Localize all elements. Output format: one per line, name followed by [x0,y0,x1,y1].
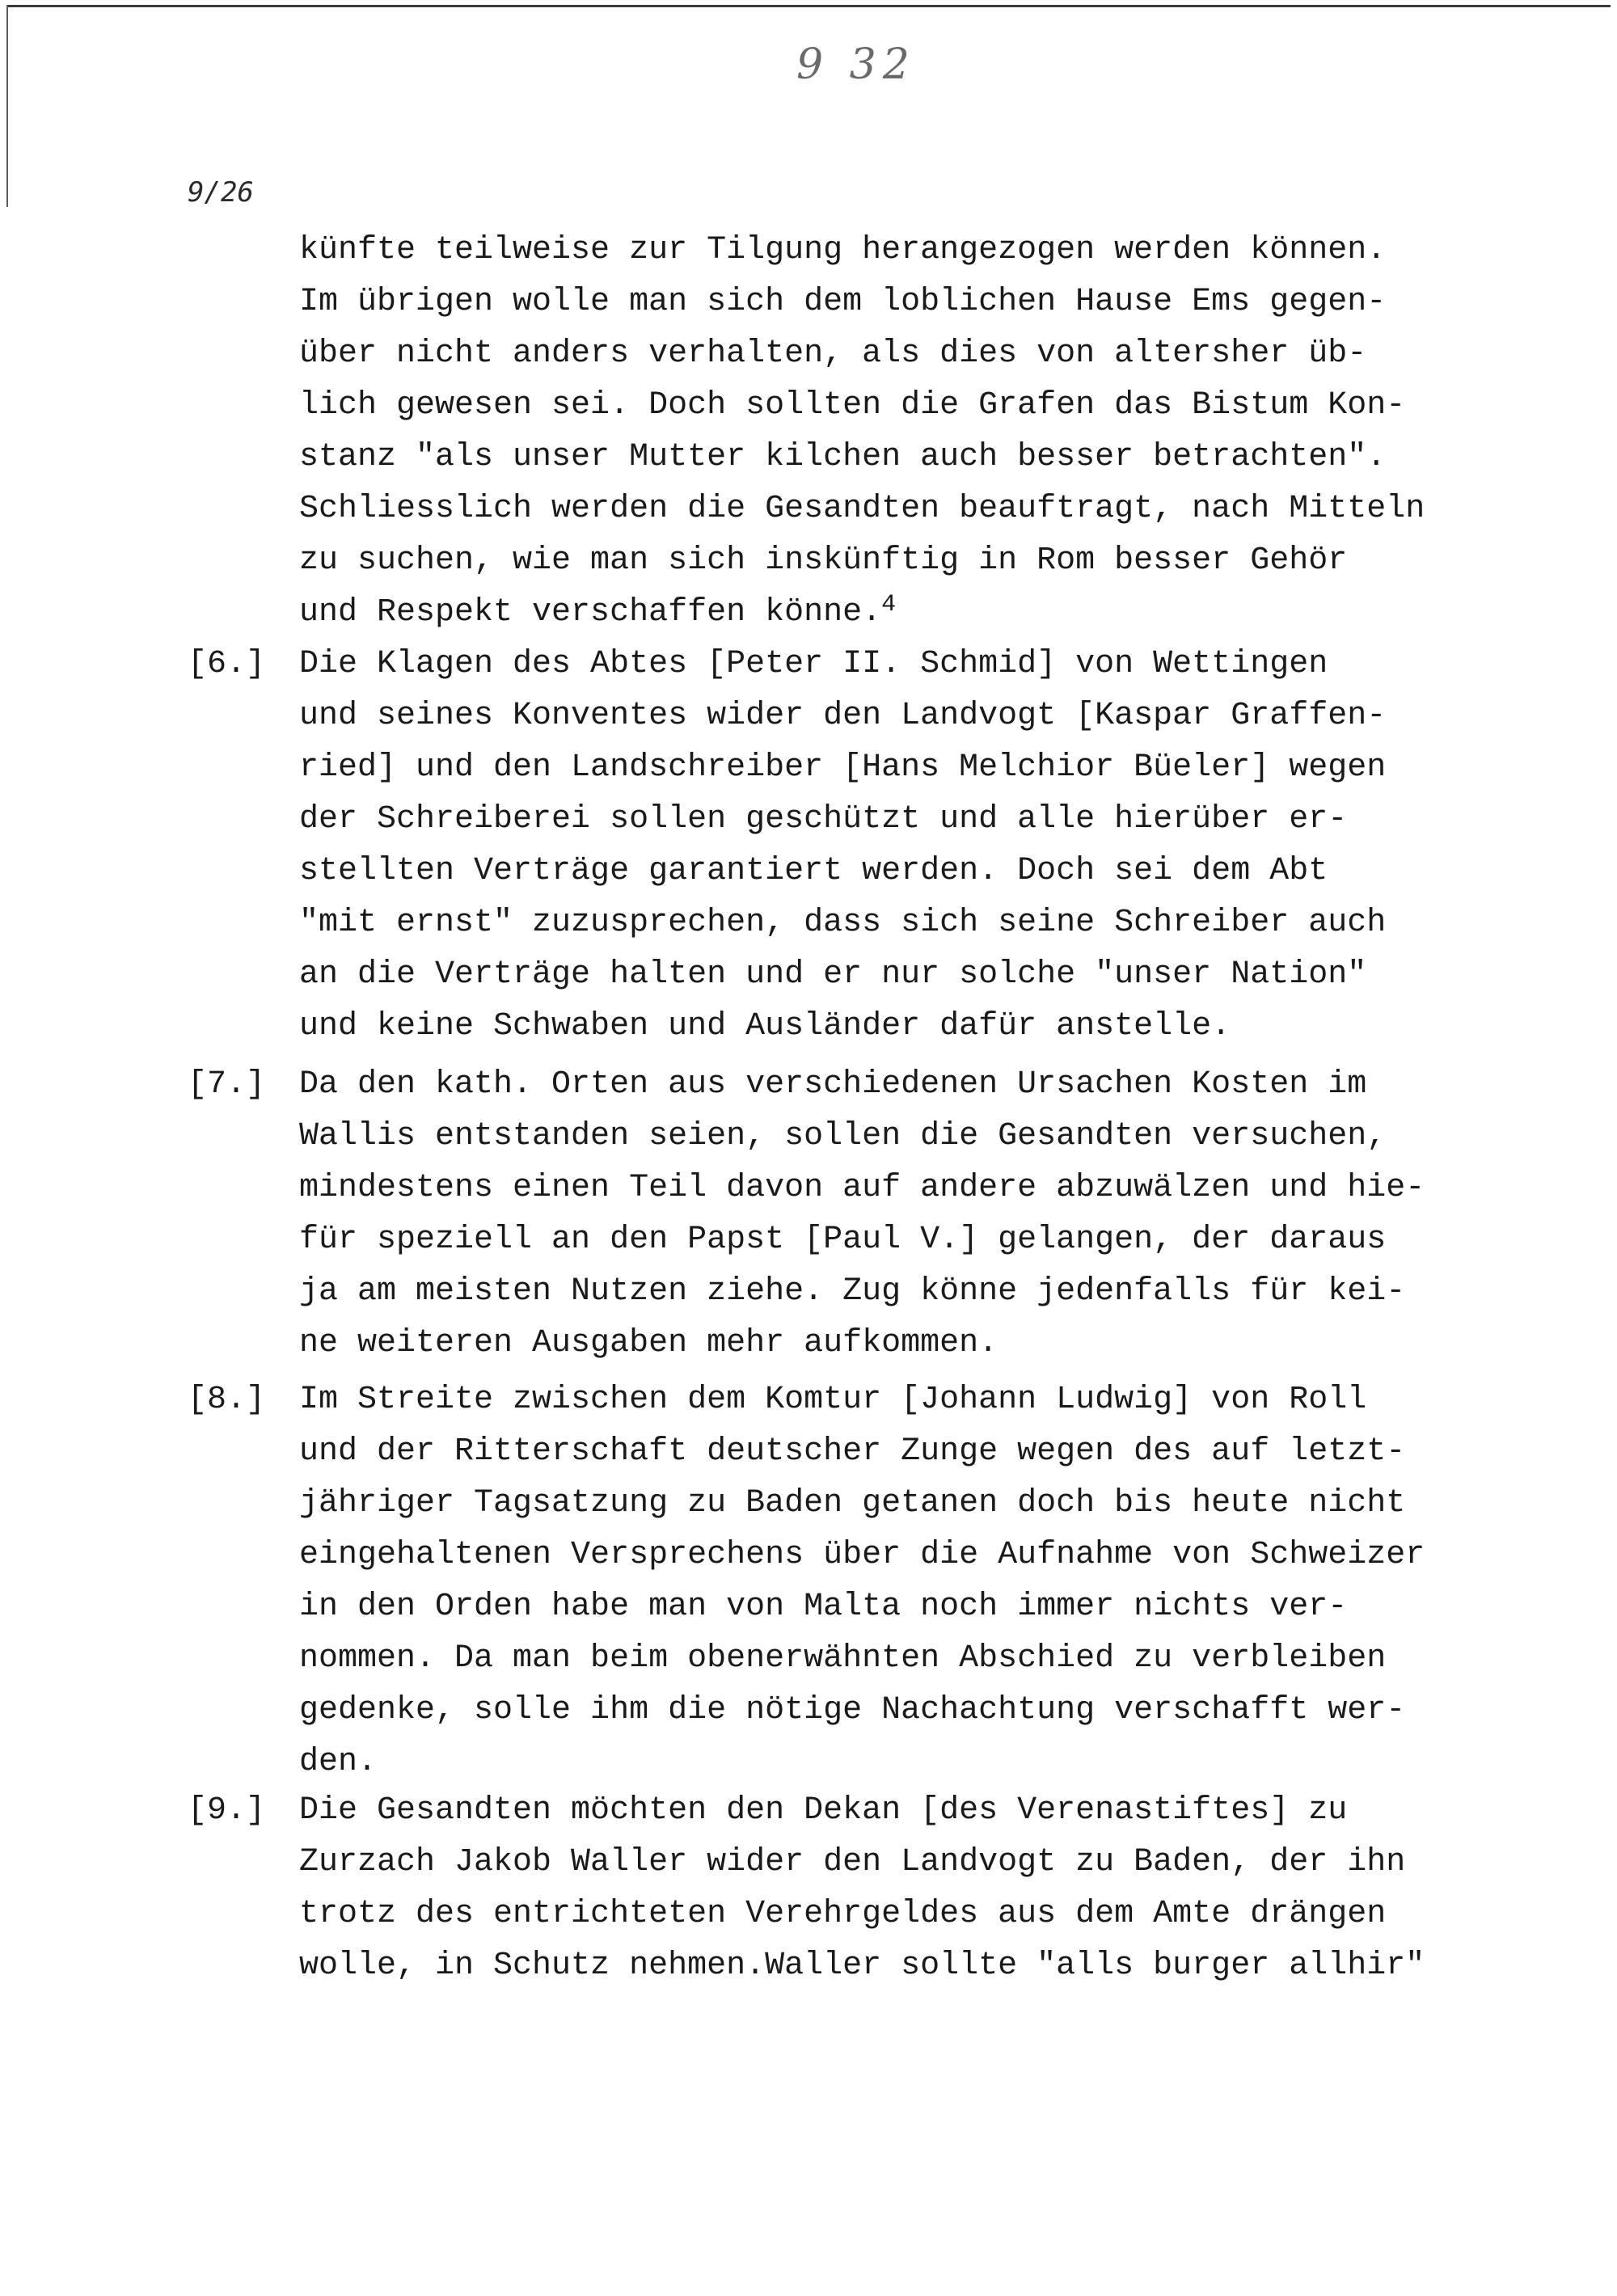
text-line: jähriger Tagsatzung zu Baden getanen doch bis heute nicht [299,1485,1406,1522]
text-line: Da den kath. Orten aus verschiedenen Ursachen Kosten im [299,1066,1367,1103]
paragraph-label: [7.] [188,1066,266,1103]
text-line: gedenke, solle ihm die nötige Nachachtung verschafft wer- [299,1692,1406,1728]
text-line: stellten Verträge garantiert werden. Doch sei dem Abt [299,853,1328,889]
text-line: ried] und den Landschreiber [Hans Melchior Büeler] wegen [299,749,1387,786]
text-line: ne weiteren Ausgaben mehr aufkommen. [299,1325,998,1361]
text-line: Wallis entstanden seien, sollen die Gesandten versuchen, [299,1118,1387,1154]
text-line: an die Verträge halten und er nur solche "unser Nation" [299,956,1367,993]
paragraph-label: [8.] [188,1382,266,1418]
text-line: und seines Konventes wider den Landvogt [Kaspar Graffen- [299,698,1387,734]
text-line: zu suchen, wie man sich inskünftig in Rom besser Gehör [299,542,1348,579]
page-reference: 9/26 [188,176,254,209]
text-line: künfte teilweise zur Tilgung herangezogen werden können. [299,232,1387,268]
text-line: eingehaltenen Versprechens über die Aufnahme von Schweizer [299,1537,1425,1573]
text-line: trotz des entrichteten Verehrgeldes aus dem Amte drängen [299,1896,1387,1932]
page-left-border [6,5,8,207]
text-line: nommen. Da man beim obenerwähnten Abschied zu verbleiben [299,1640,1387,1677]
paragraph-label: [6.] [188,646,266,682]
text-line: Im übrigen wolle man sich dem loblichen Hause Ems gegen- [299,284,1387,320]
text-line: Zurzach Jakob Waller wider den Landvogt zu Baden, der ihn [299,1844,1406,1880]
handwritten-page-number: 9 32 [796,40,916,89]
text-line: der Schreiberei sollen geschützt und alle hierüber er- [299,801,1348,838]
text-line: über nicht anders verhalten, als dies von altersher üb- [299,336,1367,372]
text-line: und keine Schwaben und Ausländer dafür anstelle. [299,1008,1231,1045]
page-top-border [6,5,1611,7]
text-line: und Respekt verschaffen könne. [299,594,882,631]
text-line: mindestens einen Teil davon auf andere abzuwälzen und hie- [299,1170,1425,1206]
text-line: stanz "als unser Mutter kilchen auch besser betrachten". [299,439,1387,475]
text-line: den. [299,1744,378,1780]
text-line-with-footnote [299,587,896,640]
text-line: Schliesslich werden die Gesandten beauftragt, nach Mitteln [299,491,1425,527]
text-line: wolle, in Schutz nehmen.Waller sollte "alls burger allhir" [299,1948,1425,1984]
text-line: Die Klagen des Abtes [Peter II. Schmid] von Wettingen [299,646,1328,682]
footnote-marker: 4 [881,591,897,618]
text-line: ja am meisten Nutzen ziehe. Zug könne jedenfalls für kei- [299,1273,1406,1310]
text-line: und der Ritterschaft deutscher Zunge wegen des auf letzt- [299,1433,1406,1470]
text-line: Im Streite zwischen dem Komtur [Johann Ludwig] von Roll [299,1382,1367,1418]
paragraph-label: [9.] [188,1792,266,1829]
text-line: Die Gesandten möchten den Dekan [des Verenastiftes] zu [299,1792,1348,1829]
text-line: für speziell an den Papst [Paul V.] gelangen, der daraus [299,1222,1387,1258]
text-line: "mit ernst" zuzusprechen, dass sich seine Schreiber auch [299,905,1387,941]
text-line: lich gewesen sei. Doch sollten die Grafen das Bistum Kon- [299,387,1406,424]
text-line: in den Orden habe man von Malta noch immer nichts ver- [299,1589,1348,1625]
